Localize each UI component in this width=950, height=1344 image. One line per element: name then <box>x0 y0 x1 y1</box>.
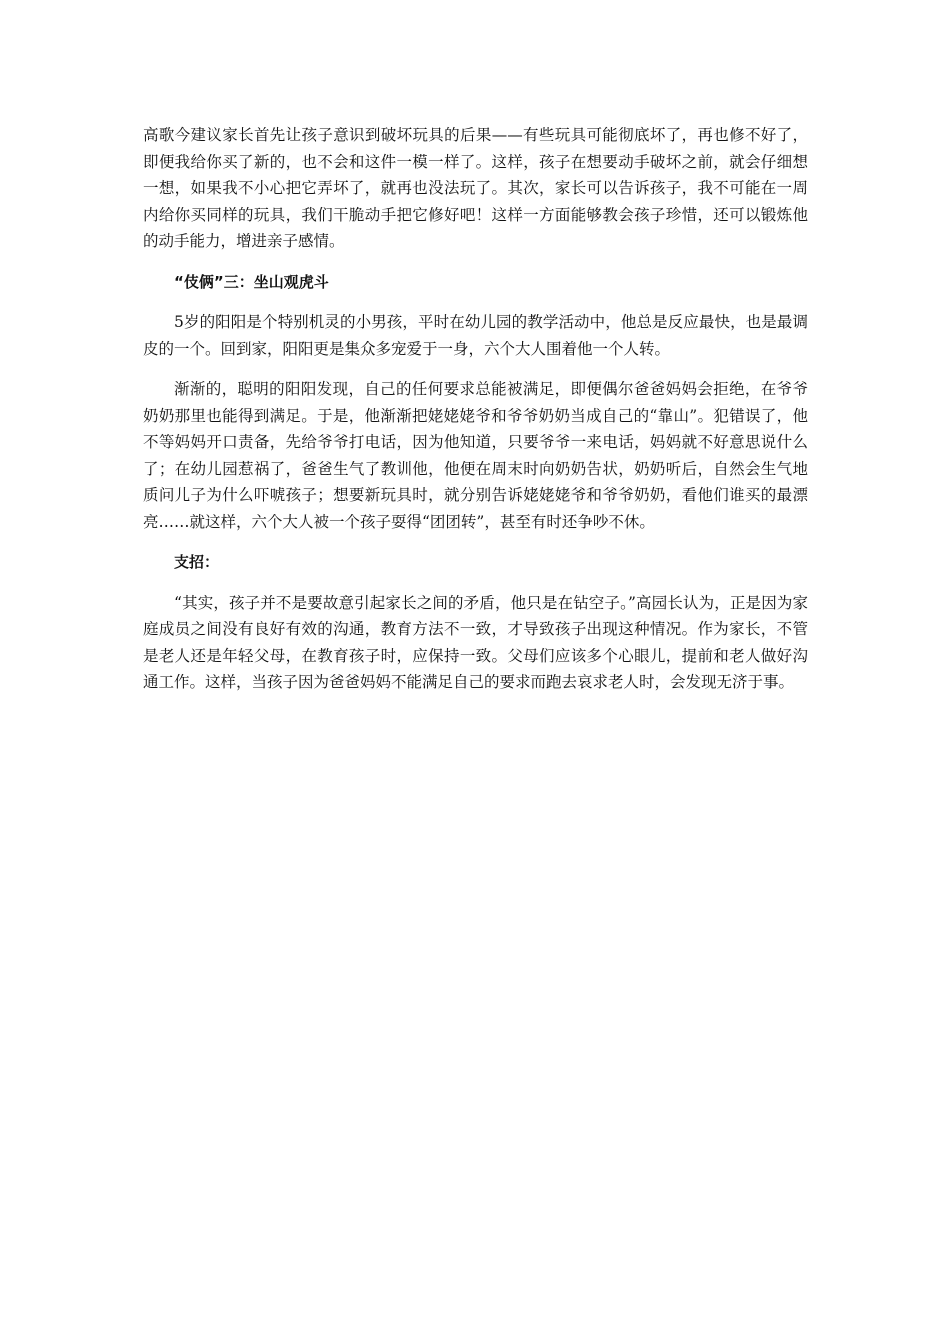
section-heading-trick-three: “伎俩”三：坐山观虎斗 <box>174 272 329 291</box>
paragraph-advice-body: “其实，孩子并不是要故意引起家长之间的矛盾，他只是在钻空子。”高园长认为，正是因为家庭成员之间没有良好有效的沟通，教育方法不一致，才导致孩子出现这种情况。作为家长，不管是老人还是年轻父母，在教育孩子时，应保持一致。父母们应该多个心眼儿，提前和老人做好沟通工作。这样，当孩子因为爸爸妈妈不能满足自己的要求而跑去哀求老人时，会发现无济于事。 <box>143 593 808 691</box>
document-body <box>143 122 808 710</box>
section-heading-advice: 支招： <box>174 553 220 571</box>
paragraph-yangyang-intro: 5岁的阳阳是个特别机灵的小男孩，平时在幼儿园的教学活动中，他总是反应最快，也是最调皮的一个。回到家，阳阳更是集众多宠爱于一身，六个大人围着他一个人转。 <box>143 313 808 358</box>
paragraph-toy-advice: 高歌今建议家长首先让孩子意识到破坏玩具的后果——有些玩具可能彻底坏了，再也修不好了，即便我给你买了新的，也不会和这件一模一样了。这样，孩子在想要动手破坏之前，就会仔细想一想，如果我不小心把它弄坏了，就再也没法玩了。其次，家长可以告诉孩子，我不可能在一周内给你买同样的玩具，我们干脆动手把它修好吧！这样一方面能够教会孩子珍惜，还可以锻炼他的动手能力，增进亲子感情。 <box>143 126 808 250</box>
paragraph-yangyang-story: 渐渐的，聪明的阳阳发现，自己的任何要求总能被满足，即便偶尔爸爸妈妈会拒绝，在爷爷奶奶那里也能得到满足。于是，他渐渐把姥姥姥爷和爷爷奶奶当成自己的“靠山”。犯错误了，他不等妈妈开口责备，先给爷爷打电话，因为他知道，只要爷爷一来电话，妈妈就不好意思说什么了；在幼儿园惹祸了，爸爸生气了教训他，他便在周末时向奶奶告状，奶奶听后，自然会生气地质问儿子为什么吓唬孩子；想要新玩具时，就分别告诉姥姥姥爷和爷爷奶奶，看他们谁买的最漂亮……就这样，六个大人被一个孩子耍得“团团转”，甚至有时还争吵不休。 <box>143 380 808 531</box>
